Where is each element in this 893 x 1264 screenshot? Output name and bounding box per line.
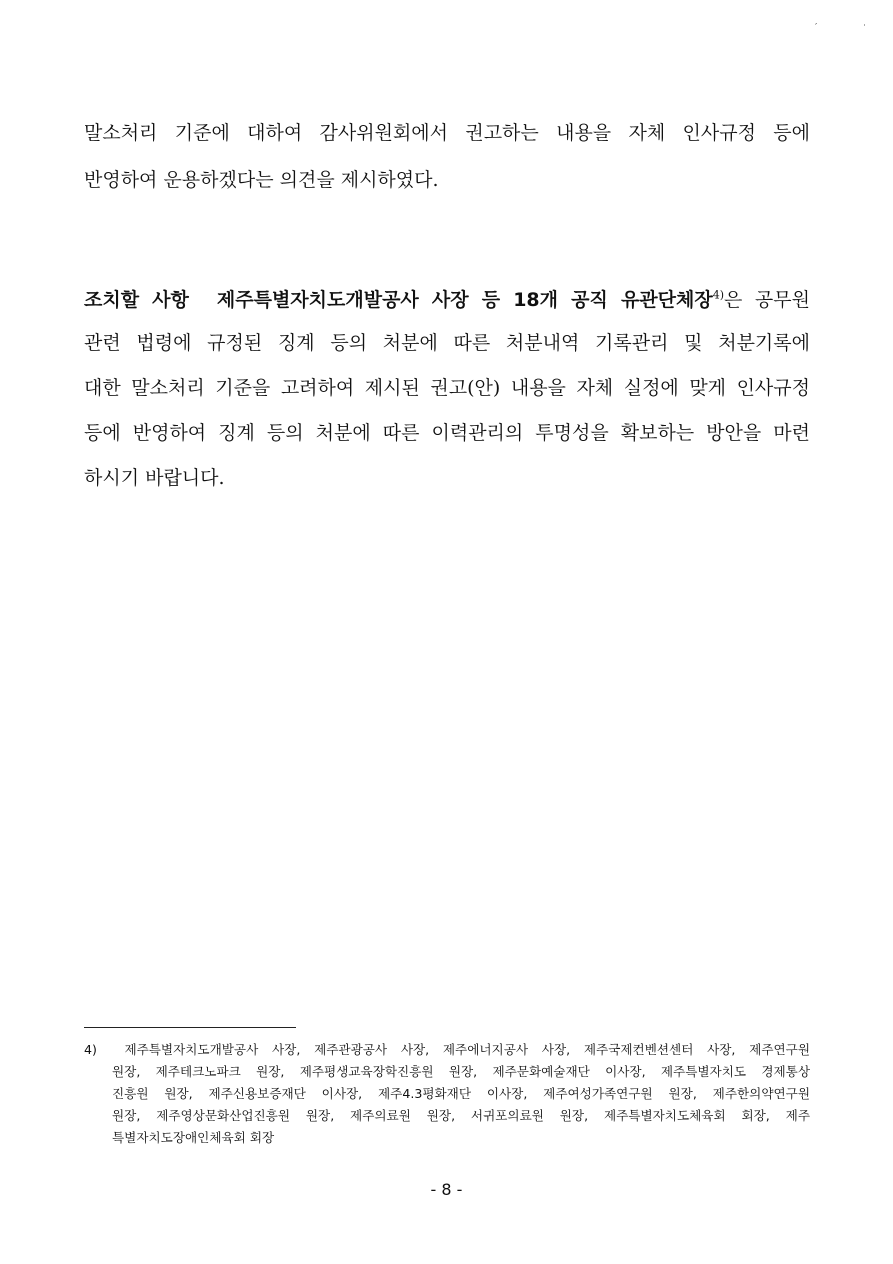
page-number: - 8 -	[430, 1180, 463, 1199]
action-line-3: 대한 말소처리 기준을 고려하여 제시된 권고(안) 내용을 자체 실정에 맞게 인사규정	[84, 377, 810, 399]
action-line-4: 등에 반영하여 징계 등의 처분에 따른 이력관리의 투명성을 확보하는 방안을 마련	[84, 422, 810, 444]
action-line-1	[84, 283, 810, 317]
footnote-divider	[84, 1027, 296, 1028]
action-heading: 조치할 사항	[84, 289, 189, 311]
intro-line-1: 말소처리 기준에 대하여 감사위원회에서 권고하는 내용을 자체 인사규정 등에	[84, 122, 810, 144]
footnote-line-4: 원장, 제주영상문화산업진흥원 원장, 제주의료원 원장, 서귀포의료원 원장, 제주특별자치도체육회 회장, 제주	[112, 1108, 810, 1123]
intro-line-2: 반영하여 운용하겠다는 의견을 제시하였다.	[84, 169, 439, 191]
footnote-line-5: 특별자치도장애인체육회 회장	[112, 1130, 275, 1145]
footnote-line-1	[84, 1039, 810, 1061]
action-subject: 제주특별자치도개발공사 사장 등 18개 공직 유관단체장	[216, 289, 713, 311]
scan-mark-left: ′	[815, 22, 818, 33]
action-line-1-rest: 은 공무원	[724, 289, 810, 311]
scan-mark-right: ˙	[862, 24, 867, 35]
footnote-line-3: 진흥원 원장, 제주신용보증재단 이사장, 제주4.3평화재단 이사장, 제주여성가족연구원 원장, 제주한의약연구원	[112, 1086, 810, 1101]
footnote-marker: 4)	[84, 1042, 97, 1057]
action-line-2: 관련 법령에 규정된 징계 등의 처분에 따른 처분내역 기록관리 및 처분기록에	[84, 332, 810, 354]
footnote-reference: 4)	[712, 288, 725, 302]
footnote-line-2: 원장, 제주테크노파크 원장, 제주평생교육장학진흥원 원장, 제주문화예술재단 이사장, 제주특별자치도 경제통상	[112, 1064, 810, 1079]
footnote-text-1: 제주특별자치도개발공사 사장, 제주관광공사 사장, 제주에너지공사 사장, 제주국제컨벤션센터 사장, 제주연구원	[124, 1042, 811, 1057]
action-line-5: 하시기 바랍니다.	[84, 467, 225, 489]
